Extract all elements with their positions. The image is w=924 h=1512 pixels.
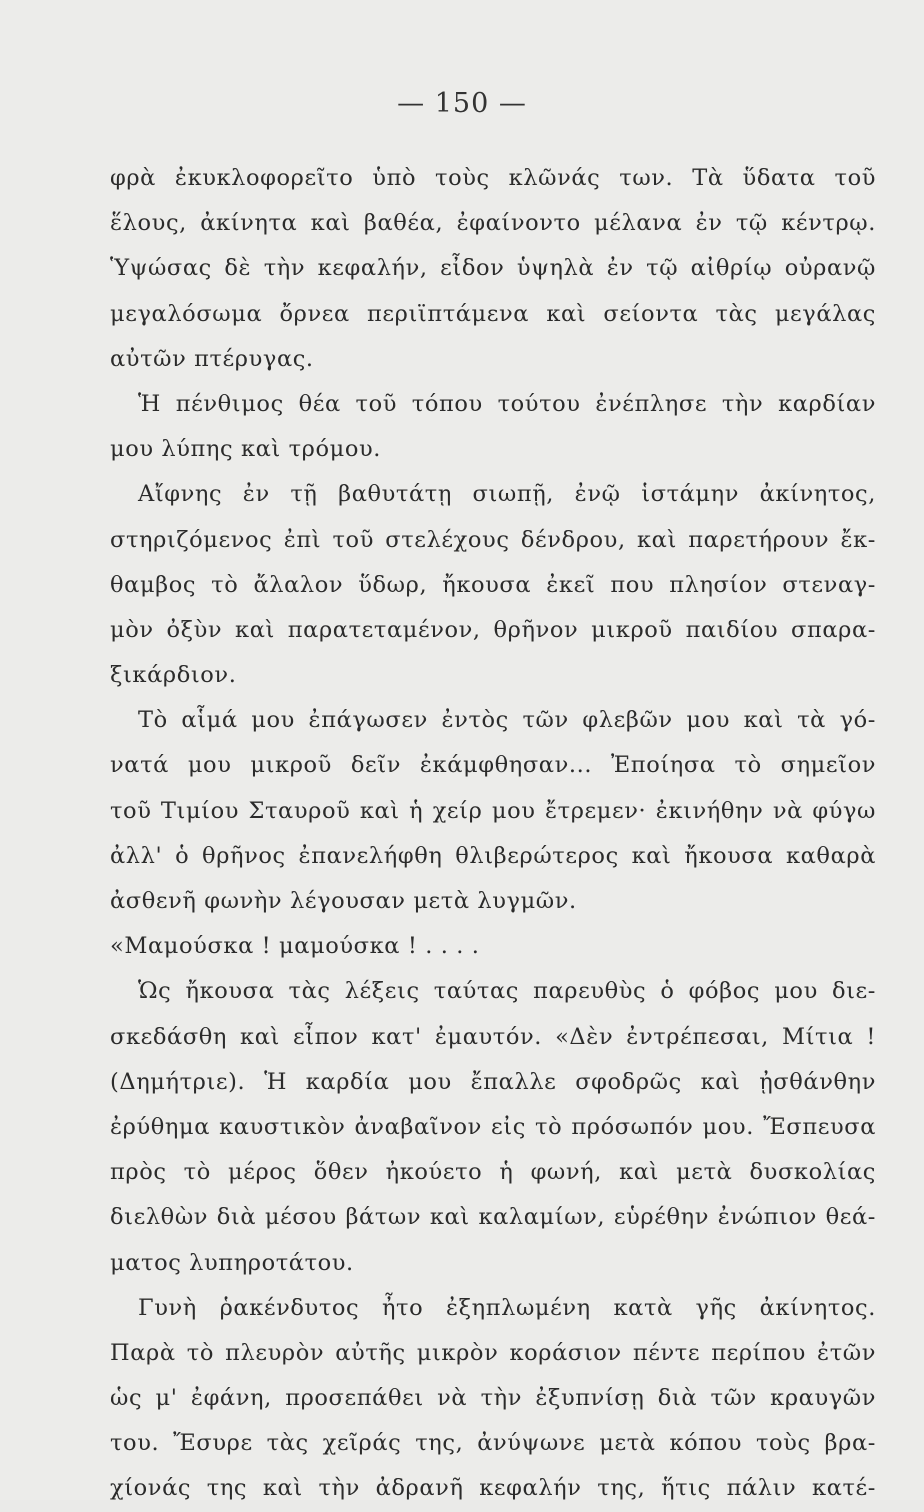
text-line: ἀλλ' ὁ θρῆνος ἐπανελήφθη θλιβερώτερος καὶ ἤκουσα καθαρὰ xyxy=(110,842,876,869)
text-line: μου λύπης καὶ τρόμου. xyxy=(110,436,382,463)
text-line: «Μαμούσκα ! μαμούσκα ! . . . . xyxy=(110,933,480,960)
text-line: θαμβος τὸ ἄλαλον ὕδωρ, ἤκουσα ἐκεῖ που πλησίον στεναγ- xyxy=(110,571,876,598)
text-line: φρὰ ἐκυκλοφορεῖτο ὑπὸ τοὺς κλῶνάς των. Τὰ ὕδατα τοῦ xyxy=(110,165,876,191)
text-line: Παρὰ τὸ πλευρὸν αὐτῆς μικρὸν κοράσιον πέντε περίπου ἐτῶν xyxy=(110,1339,876,1366)
text-line: ξικάρδιον. xyxy=(110,662,237,689)
text-line: μεγαλόσωμα ὄρνεα περιϊπτάμενα καὶ σείοντα τὰς μεγάλας xyxy=(110,300,876,327)
body-text xyxy=(110,156,876,1512)
text-line: τοῦ Τιμίου Σταυροῦ καὶ ἡ χείρ μου ἔτρεμεν· ἐκινήθην νὰ φύγω xyxy=(110,797,876,824)
text-line: νατά μου μικροῦ δεῖν ἐκάμφθησαν... Ἐποίησα τὸ σημεῖον xyxy=(110,752,876,779)
text-line: Γυνὴ ῥακένδυτος ἦτο ἐξηπλωμένη κατὰ γῆς ἀκίνητος. xyxy=(138,1294,876,1321)
text-line: (Δημήτριε). Ἡ καρδία μου ἔπαλλε σφοδρῶς καὶ ᾐσθάνθην xyxy=(110,1068,876,1095)
text-line: ἐρύθημα καυστικὸν ἀναβαῖνον εἰς τὸ πρόσωπόν μου. Ἔσπευσα xyxy=(110,1113,876,1140)
text-line: Ἡ πένθιμος θέα τοῦ τόπου τούτου ἐνέπλησε τὴν καρδίαν xyxy=(138,390,876,417)
text-line: Αἴφνης ἐν τῇ βαθυτάτῃ σιωπῇ, ἐνῷ ἱστάμην ἀκίνητος, xyxy=(138,481,876,508)
text-line: αὐτῶν πτέρυγας. xyxy=(110,345,314,372)
text-line: χίονάς της καὶ τὴν ἀδρανῆ κεφαλήν της, ἥτις πάλιν κατέ- xyxy=(110,1475,876,1502)
text-line: μὸν ὀξὺν καὶ παρατεταμένον, θρῆνον μικροῦ παιδίου σπαρα- xyxy=(110,616,876,643)
text-line: ματος λυπηροτάτου. xyxy=(110,1249,354,1276)
text-line: ὡς μ' ἐφάνη, προσεπάθει νὰ τὴν ἐξυπνίσῃ διὰ τῶν κραυγῶν xyxy=(110,1385,876,1412)
text-line: Ὑψώσας δὲ τὴν κεφαλήν, εἶδον ὑψηλὰ ἐν τῷ αἰθρίῳ οὐρανῷ xyxy=(110,255,876,282)
text-line: στηριζόμενος ἐπὶ τοῦ στελέχους δένδρου, καὶ παρετήρουν ἔκ- xyxy=(110,526,876,553)
text-line: Ὡς ἤκουσα τὰς λέξεις ταύτας παρευθὺς ὁ φόβος μου διε- xyxy=(138,978,876,1005)
text-line: ἀσθενῆ φωνὴν λέγουσαν μετὰ λυγμῶν. xyxy=(110,888,577,914)
text-line: του. Ἔσυρε τὰς χεῖράς της, ἀνύψωνε μετὰ κόπου τοὺς βρα- xyxy=(110,1430,876,1457)
page-number: — 150 — xyxy=(397,88,527,119)
text-line: σκεδάσθη καὶ εἶπον κατ' ἐμαυτόν. «Δὲν ἐντρέπεσαι, Μίτια ! xyxy=(110,1023,876,1050)
text-line: Τὸ αἷμά μου ἐπάγωσεν ἐντὸς τῶν φλεβῶν μου καὶ τὰ γό- xyxy=(138,707,876,734)
text-line: διελθὼν διὰ μέσου βάτων καὶ καλαμίων, εὑρέθην ἐνώπιον θεά- xyxy=(110,1204,876,1231)
text-line: πρὸς τὸ μέρος ὅθεν ἠκούετο ἡ φωνή, καὶ μετὰ δυσκολίας xyxy=(110,1159,876,1186)
text-line: ἕλους, ἀκίνητα καὶ βαθέα, ἐφαίνοντο μέλανα ἐν τῷ κέντρῳ. xyxy=(110,210,876,237)
